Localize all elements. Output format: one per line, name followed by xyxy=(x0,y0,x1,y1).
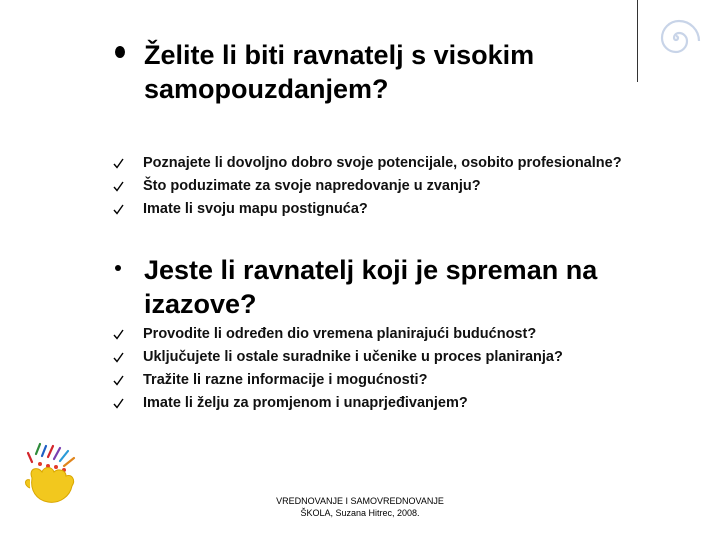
checkmark-icon xyxy=(113,204,124,215)
checkmark-icon xyxy=(113,398,124,409)
list-item-text: Provodite li određen dio vremena planirajući budućnost? xyxy=(143,326,537,342)
checkmark-icon xyxy=(113,329,124,340)
list-item xyxy=(0,323,720,346)
footer-line-1: VREDNOVANJE I SAMOVREDNOVANJE xyxy=(276,496,444,506)
heading-self-confidence: Želite li biti ravnatelj s visokim samopouzdanjem? xyxy=(144,40,535,104)
dot-bullet-icon xyxy=(115,265,121,271)
footer-line-2: ŠKOLA, Suzana Hitrec, 2008. xyxy=(300,508,420,518)
list-item xyxy=(0,152,720,175)
list-item xyxy=(0,369,720,392)
list-item-text: Imate li svoju mapu postignuća? xyxy=(143,201,368,217)
heading-challenges: Jeste li ravnatelj koji je spreman na izazove? xyxy=(144,255,598,319)
list-item-text: Tražite li razne informacije i mogućnosti? xyxy=(143,372,428,388)
list-item xyxy=(0,198,720,221)
checkmark-icon xyxy=(113,375,124,386)
list-item-text: Imate li želju za promjenom i unaprjeđivanjem? xyxy=(143,395,468,411)
question-list-1 xyxy=(0,152,720,221)
footer xyxy=(240,495,480,519)
list-item xyxy=(0,392,720,415)
checkmark-icon xyxy=(113,352,124,363)
list-item xyxy=(0,346,720,369)
list-item-text: Poznajete li dovoljno dobro svoje potencijale, osobito profesionalne? xyxy=(143,155,622,171)
list-item-text: Što poduzimate za svoje napredovanje u zvanju? xyxy=(143,178,481,194)
checkmark-icon xyxy=(113,158,124,169)
question-list-2 xyxy=(0,323,720,415)
list-item-text: Uključujete li ostale suradnike i učenike u proces planiranja? xyxy=(143,349,563,365)
disc-bullet-icon xyxy=(112,44,128,60)
checkmark-icon xyxy=(113,181,124,192)
colorful-hand-icon xyxy=(22,440,86,510)
list-item xyxy=(0,175,720,198)
